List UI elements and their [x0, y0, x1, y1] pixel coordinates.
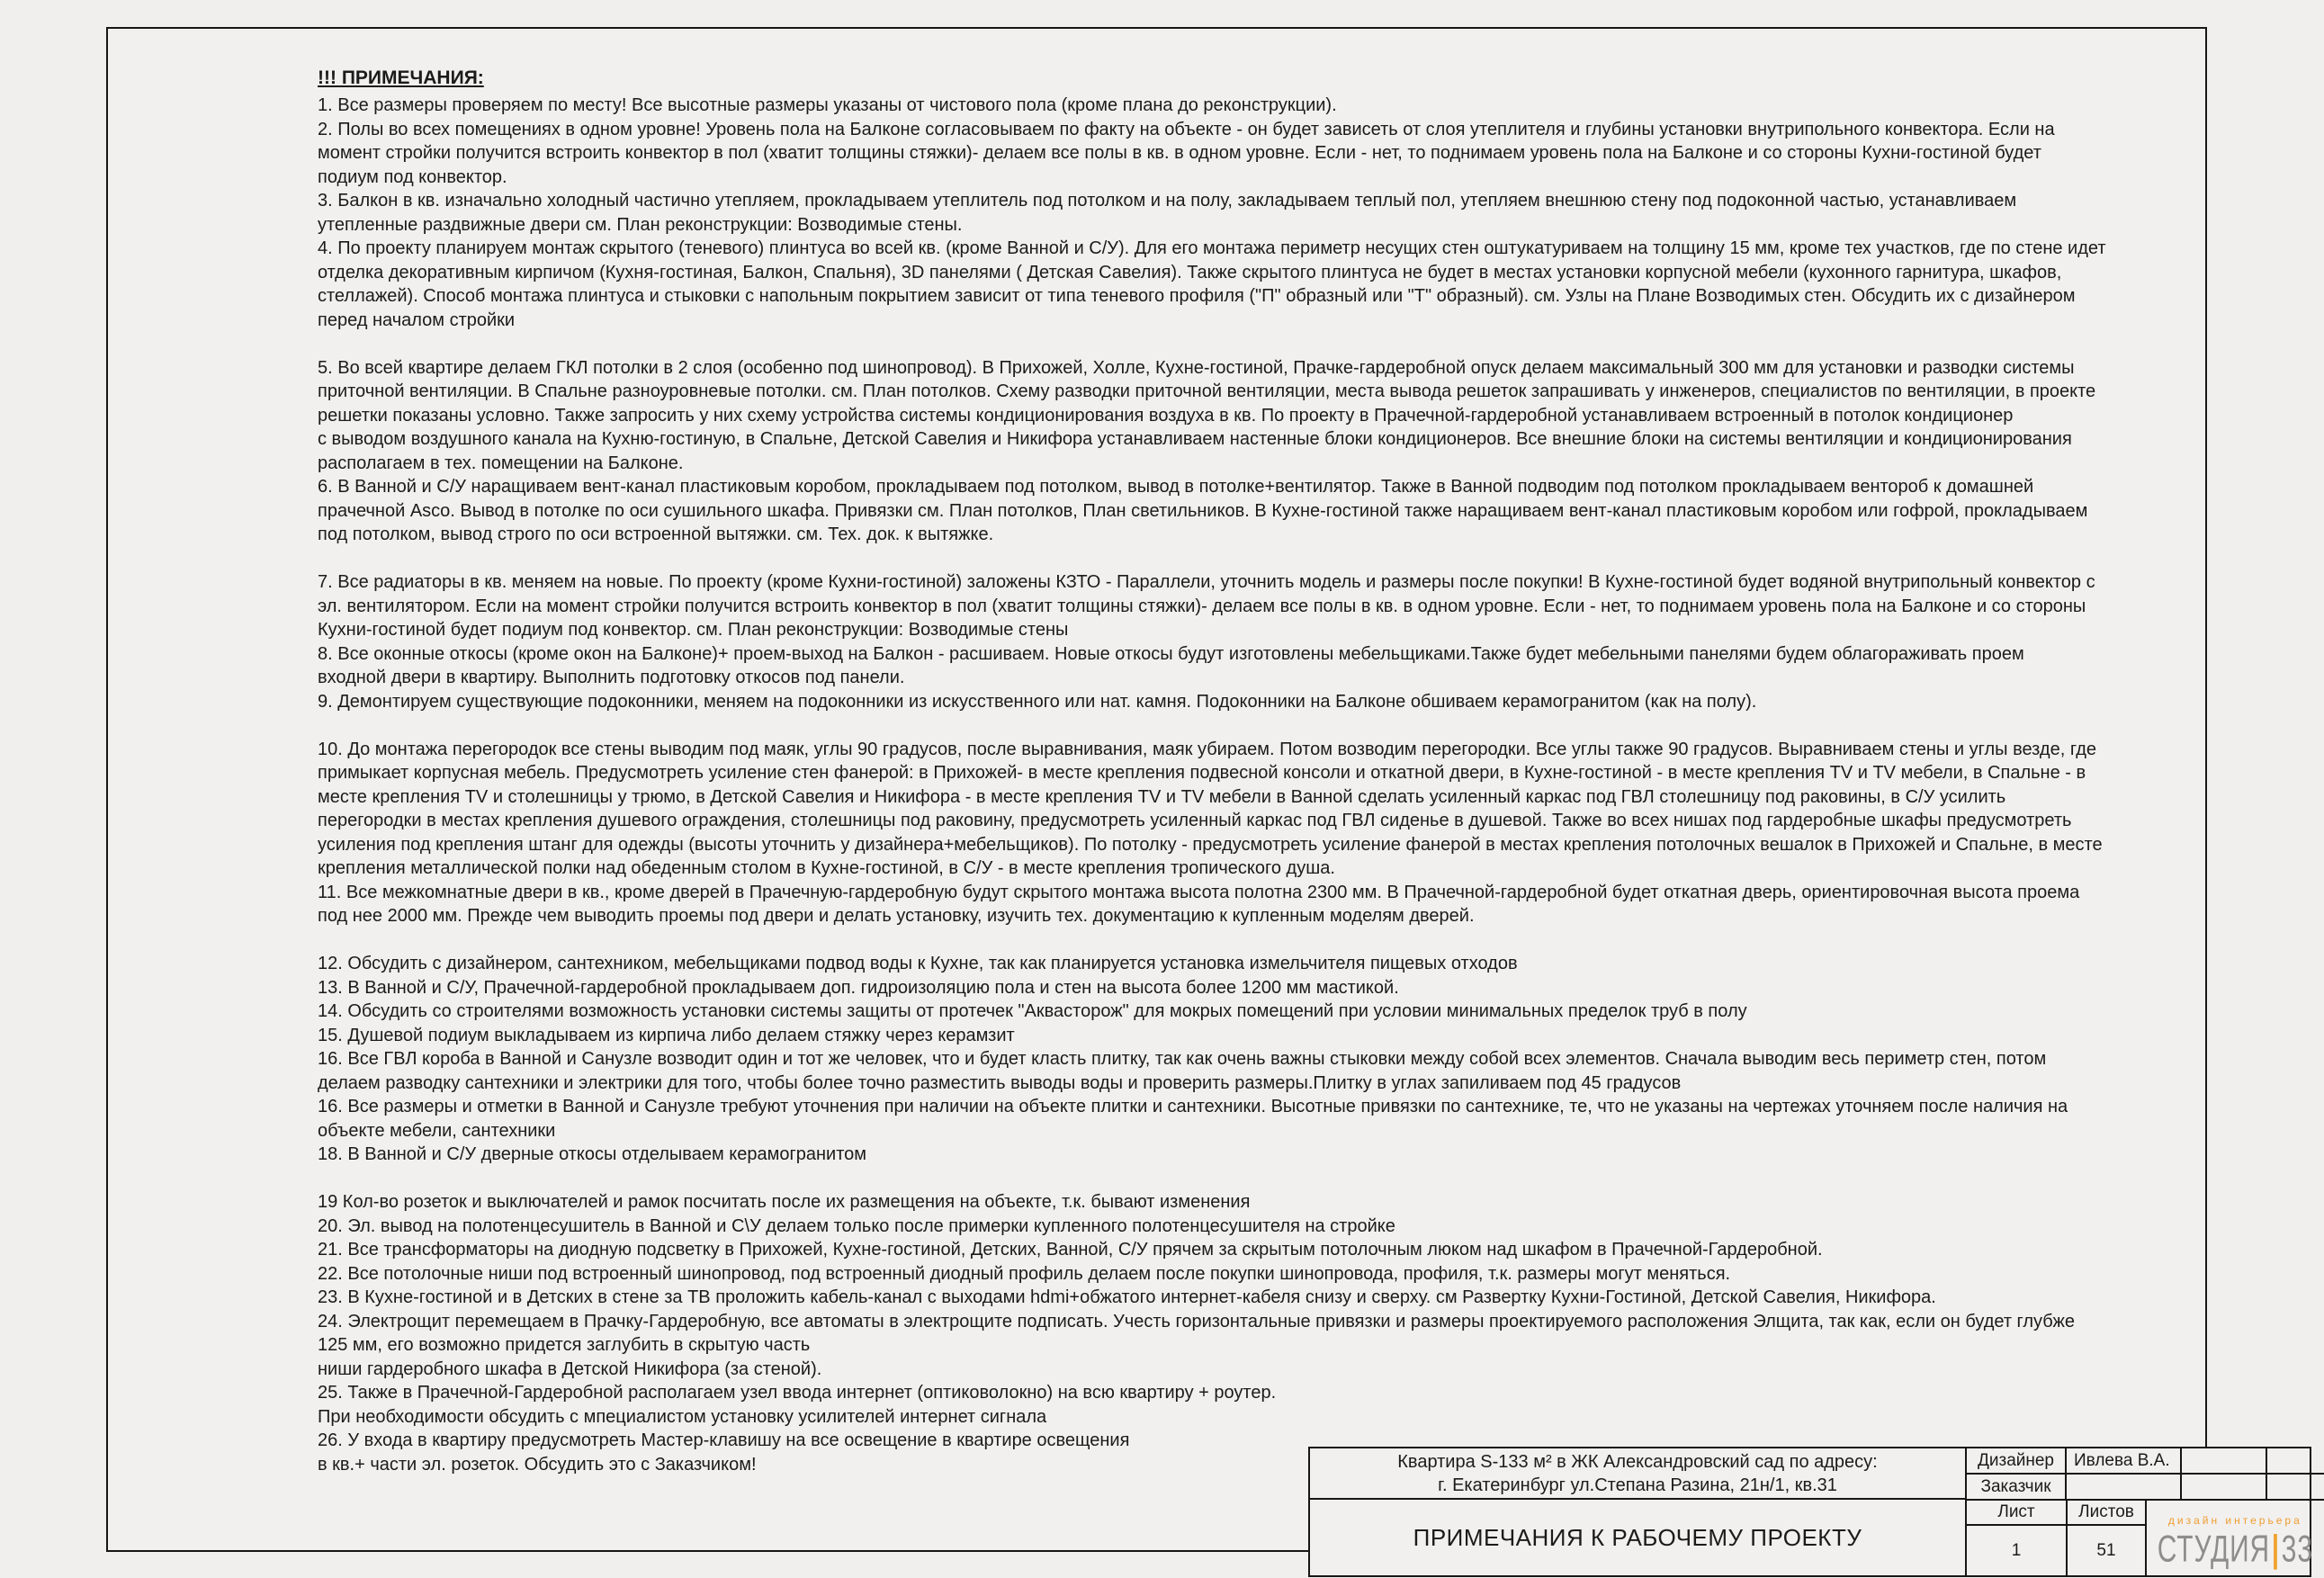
note-spacer — [318, 713, 2311, 738]
note-item: 12. Обсудить с дизайнером, сантехником, мебельщиками подвод воды к Кухне, так как планируется установка измельчителя пищевых отходов — [318, 954, 1518, 973]
designer-row — [1967, 1448, 2324, 1475]
note-item: 21. Все трансформаторы на диодную подсветку в Прихожей, Кухне-гостиной, Детских, Ванной, С/У прячем за скрытым потолочным люком над шкафом в Прачечной-Гардеробной. — [318, 1240, 1823, 1260]
empty-cell — [2267, 1448, 2324, 1473]
logo-studio-text: СТУДИЯ — [2157, 1529, 2271, 1571]
note-item: 7. Все радиаторы в кв. меняем на новые. По проекту (кроме Кухни-гостиной) заложены КЗТО - Параллели, уточнить модель и размеры после покупки! В Кухне-гостиной будет водяной внутрипольный конвектор с эл. вентилятором. Если на момент стройки получится встроить конвектор в пол (хватит толщины стяжки)- делаем все полы в кв. в одном уровне. Если - нет, то поднимаем уровень пола на Балконе и со стороны Кухни-гостиной будет подиум под конвектор. см. План реконструкции: Возводимые стены — [318, 572, 2095, 640]
note-item: 19 Кол-во розеток и выключателей и рамок посчитать после их размещения на объекте, т.к. бывают изменения — [318, 1192, 1251, 1212]
address-line-1: Квартира S-133 м² в ЖК Александровский сад по адресу: — [1397, 1451, 1878, 1472]
note-item: 3. Балкон в кв. изначально холодный частично утепляем, прокладываем утеплитель под потолком и на полу, закладываем теплый пол, утепляем внешнюю стену под подоконной частью, устанавливаем утепленные раздвижные двери см. План реконструкции: Возводимые стены. — [318, 191, 2017, 235]
note-item: 10. До монтажа перегородок все стены выводим под маяк, углы 90 градусов, после выравнивания, маяк убираем. Потом возводим перегородки. Все углы также 90 градусов. Выравниваем стены и углы везде, где примыкает корпусная мебель. Предусмотреть усиление стен фанерой: в Прихожей- в месте крепления подвесной консоли и откатной двери, в Кухне-гостиной - в месте крепления TV и TV мебели, в Спальне - в месте крепления TV и столешницы у трюмо, в Детской Савелия и Никифора - в месте крепления TV и TV мебели в Ванной сделать усиленный каркас под ГВЛ столешницу под раковины, в С/У усилить перегородки в местах крепления душевого ограждения, столешницы под раковину, предусмотреть усиленный каркас под ГВЛ сиденье в душевой. Также во всех нишах под гардеробные шкафы предусмотреть усиления под крепления штанг для одежды (высоты уточнить у дизайнера+мебельщиков). По потолку - предусмотреть усиление фанерой в местах крепления потолочных вешалок в Прихожей и Спальне, в месте крепления металлической полки над обеденным столом в Кухне-гостиной, в С/У - в месте крепления тропического душа. — [318, 739, 2103, 878]
client-label: Заказчик — [1967, 1475, 2067, 1499]
document-title: ПРИМЕЧАНИЯ К РАБОЧЕМУ ПРОЕКТУ — [1413, 1523, 1862, 1551]
client-row — [1967, 1475, 2324, 1501]
note-item: 18. В Ванной и С/У дверные откосы отделываем керамогранитом — [318, 1144, 867, 1164]
sheet-count-headers — [1967, 1501, 2145, 1526]
note-item: 11. Все межкомнатные двери в кв., кроме дверей в Прачечную-гардеробную будут скрытого монтажа высота полотна 2300 мм. В Прачечной-гардеробной будет откатная дверь, ориентировочная высота проема под нее 2000 мм. Прежде чем выводить проемы под двери и делать установку, изучить тех. документацию к купленным моделям дверей. — [318, 882, 2080, 926]
empty-cell — [2182, 1448, 2267, 1473]
logo-name — [2158, 1529, 2313, 1572]
sheet-count-columns — [1967, 1501, 2147, 1575]
note-item: 9. Демонтируем существующие подоконники, меняем на подоконники из искусственного или нат. камня. Подоконники на Балконе обшиваем керамогранитом (как на полу). — [318, 691, 1757, 712]
note-item: 4. По проекту планируем монтаж скрытого (теневого) плинтуса во всей кв. (кроме Ванной и С/У). Для его монтажа периметр несущих стен оштукатуриваем на толщину 15 мм, кроме тех участков, где по стене идет отделка декоративным кирпичом (Кухня-гостиная, Балкон, Спальня), 3D панелями ( Детская Савелия). Также скрытого плинтуса не будет в местах установки корпусной мебели (кухонного гарнитура, шкафов, стеллажей). Способ монтажа плинтуса и стыковки с напольным покрытием зависит от типа теневого профиля ("П" образный или "Т" образный). см. Узлы на Плане Возводимых стен. Обсудить их с дизайнером перед началом стройки — [318, 238, 2106, 330]
note-item: 16. Все размеры и отметки в Ванной и Санузле требуют уточнения при наличии на объекте плитки и сантехники. Высотные привязки по сантехнике, те, что не указаны на чертежах уточняем после наличия на объекте мебели, сантехники — [318, 1097, 2068, 1141]
note-item: 14. Обсудить со строителями возможность установки системы защиты от протечек "Аквасторож" для мокрых помещений при условии минимальных пределок труб в полу — [318, 1001, 1747, 1021]
designer-value: Ивлева В.А. — [2067, 1448, 2182, 1473]
studio-logo — [2147, 1501, 2324, 1575]
sheets-label: Листов — [2078, 1502, 2134, 1521]
note-item: 8. Все оконные откосы (кроме окон на Балконе)+ проем-выход на Балкон - расшиваем. Новые откосы будут изготовлены мебельщиками.Также будет мебельными панелями будем облагораживать проем входной двери в квартиру. Выполнить подготовку откосов под панели. — [318, 643, 2024, 687]
sheet-number: 1 — [1967, 1526, 2068, 1575]
note-item: 24. Электрощит перемещаем в Прачку-Гардеробную, все автоматы в электрощите подписать. Учесть горизонтальные привязки и размеры проектируемого расположения Элщита, так как, если он будет глубже 125 мм, его возможно придется заглубить в скрытую часть ниши гардеробного шкафа в Детской Никифора (за стеной). — [318, 1311, 2076, 1379]
title-block-right — [1967, 1448, 2324, 1575]
designer-label: Дизайнер — [1967, 1448, 2067, 1473]
note-item: 22. Все потолочные ниши под встроенный шинопровод, под встроенный диодный профиль делаем после покупки шинопровода, профиля, т.к. размеры могут меняться. — [318, 1263, 1731, 1284]
note-item: 13. В Ванной и С/У, Прачечной-гардеробной прокладываем доп. гидроизоляцию пола и стен на высота более 1200 мм мастикой. — [318, 977, 1399, 998]
note-item: 26. У входа в квартиру предусмотреть Мастер-клавишу на все освещение в квартире освещения в кв.+ части эл. розеток. Обсудить это с Заказчиком! — [318, 1430, 1130, 1475]
note-item: 23. В Кухне-гостиной и в Детских в стене за ТВ проложить кабель-канал с выходами hdmi+обжатого интернет-кабеля снизу и сверху. см Развертку Кухни-Гостиной, Детской Савелия, Никифора. — [318, 1287, 1936, 1307]
note-item: 16. Все ГВЛ короба в Ванной и Санузле возводит один и тот же человек, что и будет класть плитку, так как очень важны стыковки между собой всех элементов. Сначала выводим весь периметр стен, потом делаем разводку сантехники и электрики для того, чтобы более точно разместить выводы воды и проверить размеры.Плитку в углах запиливаем под 45 градусов — [318, 1049, 2047, 1093]
note-spacer — [318, 547, 2311, 571]
project-address — [1310, 1448, 1965, 1500]
sheet-count-block — [1967, 1501, 2324, 1575]
notes-heading: !!! ПРИМЕЧАНИЯ: — [318, 67, 484, 88]
sheet-label: Лист — [1967, 1501, 2068, 1524]
notes-area — [318, 65, 2311, 1476]
logo-tagline: дизайн интерьера — [2167, 1514, 2302, 1527]
note-item: 20. Эл. вывод на полотенцесушитель в Ванной и С\У делаем только после примерки купленного полотенцесушителя на стройке — [318, 1215, 1395, 1236]
logo-divider-bar: | — [2271, 1529, 2281, 1571]
note-item: 2. Полы во всех помещениях в одном уровне! Уровень пола на Балконе согласовываем по факту на объекте - он будет зависеть от слоя утеплителя и глубины установки внутрипольного конвектора. Если на момент стройки получится встроить конвектор в пол (хватит толщины стяжки)- делаем все полы в кв. в одном уровне. Если - нет, то поднимаем уровень пола на Балконе и со стороны Кухни-гостиной будет подиум под конвектор. — [318, 119, 2055, 187]
note-spacer — [318, 332, 2311, 356]
logo-number: 33 — [2281, 1529, 2313, 1571]
note-item: 5. Во всей квартире делаем ГКЛ потолки в 2 слоя (особенно под шинопровод). В Прихожей, Холле, Кухне-гостиной, Прачке-гардеробной опуск делаем максимальный 300 мм для установки и разводки системы приточной вентиляции. В Спальне разноуровневые потолки. см. План потолков. Схему разводки приточной вентиляции, места вывода решеток запрашивать у инженеров, специалистов по вентиляции, в проекте решетки показаны условно. Также запросить у них схему устройства системы кондиционирования воздуха в кв. По проекту в Прачечной-гардеробной устанавливаем встроенный в потолок кондиционер с выводом воздушного канала на Кухню-гостиную, в Спальне, Детской Савелия и Никифора устанавливаем настенные блоки кондиционеров. Все внешние блоки на системы вентиляции и кондиционирования располагаем в тех. помещении на Балконе. — [318, 357, 2096, 473]
note-item: 1. Все размеры проверяем по месту! Все высотные размеры указаны от чистового пола (кроме плана до реконструкции). — [318, 95, 1337, 115]
notes-list — [318, 94, 2311, 1476]
note-spacer — [318, 928, 2311, 953]
empty-cell — [2267, 1475, 2324, 1499]
sheets-total: 51 — [2096, 1540, 2116, 1560]
title-block — [1308, 1447, 2311, 1577]
sheet-frame — [106, 27, 2313, 1571]
empty-cell — [2182, 1475, 2267, 1499]
sheet-count-values — [1967, 1526, 2145, 1575]
note-spacer — [318, 1167, 2311, 1191]
address-line-2: г. Екатеринбург ул.Степана Разина, 21н/1, кв.31 — [1438, 1475, 1837, 1495]
client-value — [2067, 1475, 2182, 1499]
note-item: 15. Душевой подиум выкладываем из кирпича либо делаем стяжку через керамзит — [318, 1025, 1015, 1045]
title-block-left — [1310, 1448, 1967, 1575]
note-item: 25. Также в Прачечной-Гардеробной располагаем узел ввода интернет (оптиковолокно) на всю квартиру + роутер. При необходимости обсудить с мпециалистом установку усилителей интернет сигнала — [318, 1383, 1277, 1427]
note-item: 6. В Ванной и С/У наращиваем вент-канал пластиковым коробом, прокладываем под потолком, вывод в потолке+вентилятор. Также в Ванной подводим под потолком прокладываем вентороб к домашней прачечной Asco. Вывод в потолке по оси сушильного шкафа. Привязки см. План потолков, План светильников. В Кухне-гостиной также наращиваем вент-канал пластиковым коробом или гофрой, прокладываем под потолком, вывод строго по оси встроенной вытяжки. см. Тех. док. к вытяжке. — [318, 477, 2088, 544]
